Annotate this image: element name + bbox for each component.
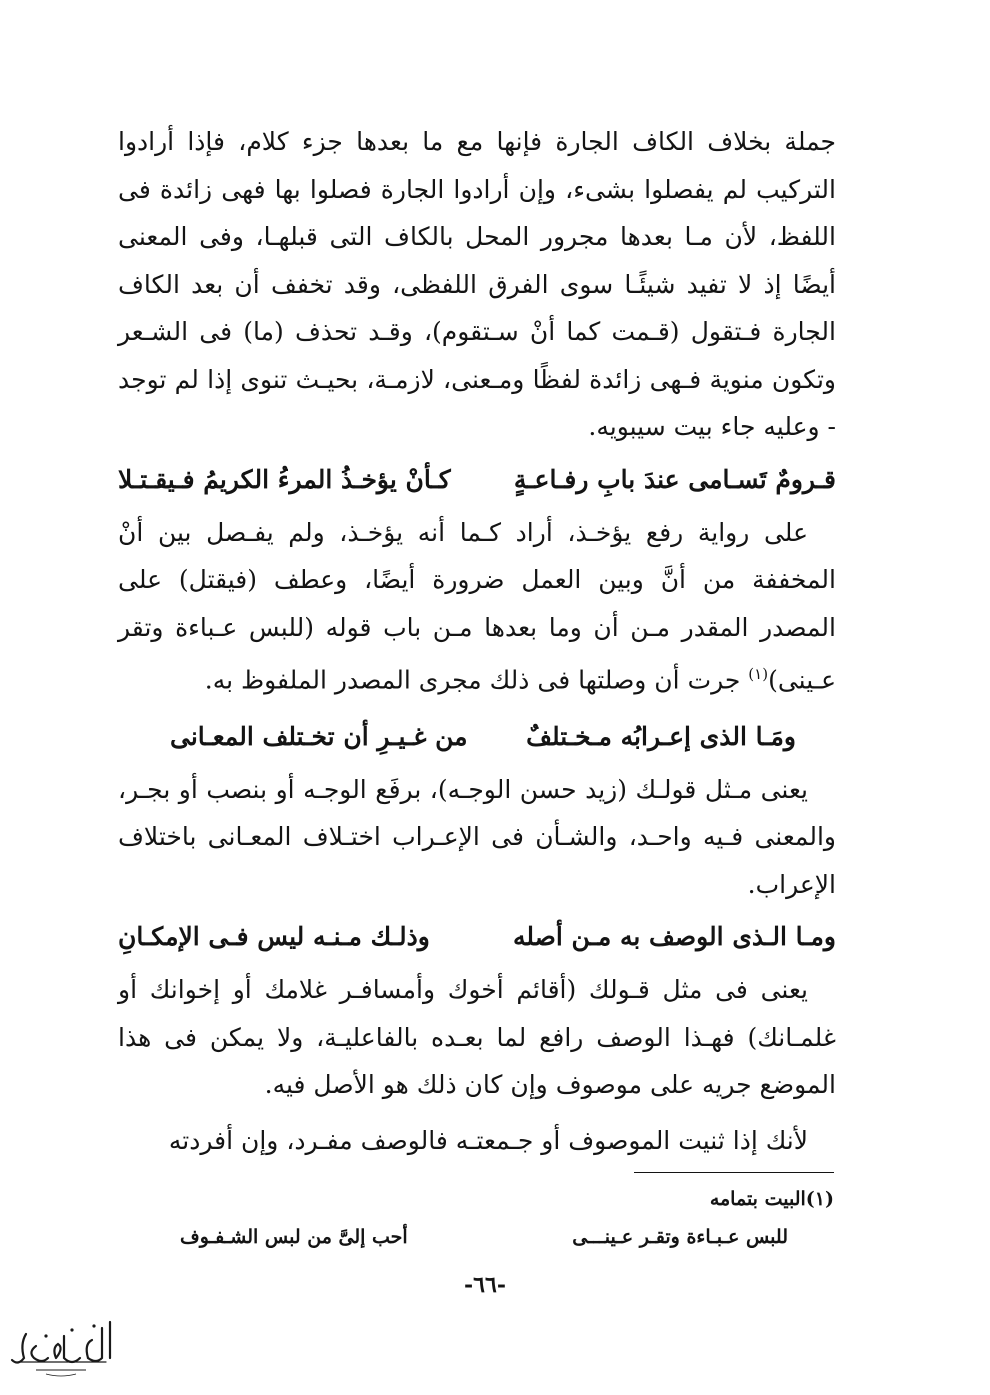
verse-line-2 (118, 712, 836, 762)
verse-3-right-hemistich: ومـا الـذى الوصف به مـن أصله (512, 922, 836, 952)
verse-2-left-hemistich: من غـيـرِ أن تخـتلف المعـانى (170, 721, 468, 751)
verse-2-right-hemistich: ومَـا الذى إعـرابُه مـخـتلفٌ (526, 721, 796, 751)
calligraphy-stamp-icon (6, 1314, 118, 1380)
verse-1-right-hemistich: قـرومٌ تَسـامى عندَ بابِ رفـاعـةٍ (513, 464, 836, 494)
verse-line-1 (118, 455, 836, 505)
footnote-heading: (١)البيت بتمامه (709, 1188, 834, 1210)
verse-line-3 (118, 912, 836, 962)
footnote-separator (634, 1172, 834, 1173)
library-stamp-logo (6, 1314, 118, 1380)
commentary-1-continuation: جرت أن وصلتها فى ذلك مجرى المصدر الملفوظ به. (204, 665, 749, 695)
paragraph-commentary-1 (118, 509, 836, 704)
footnote-marker[interactable]: (١) (748, 665, 769, 683)
main-text (118, 118, 836, 1164)
commentary-1-text: على رواية رفع يؤخـذ، أراد كـما أنه يؤخـذ، ولم يفـصل بين أنْ المخففة من أنَّ وبين العمل ضرورة أيضًا، وعطف (فيقتل) على المصدر المقدر مـن أن وما بعدها مـن باب قوله (للبس عـباءة وتقر عـينى) (118, 517, 836, 695)
footnote-verse (180, 1218, 834, 1256)
paragraph-commentary-4: لأنك إذا ثنيت الموصوف أو جـمعتـه فالوصف مفـرد، وإن أفردته (168, 1125, 808, 1155)
footnote-verse-right: للبس عـبـاءة وتقـر عـينـــى (572, 1226, 788, 1248)
page-number: -٦٦- (464, 1272, 506, 1298)
footnote (180, 1180, 834, 1256)
paragraph-commentary-3: يعنى فى مثل قـولك (أقائم أخوك وأمسافـر غلامك أو إخوانك أو غلمـانك) فهـذا الوصف رافع لما بعـده بالفاعليـة، ولا يمكن فى هذا الموضع جريه على موصوف وإن كان ذلك هو الأصل فيه. (118, 975, 836, 1100)
verse-3-left-hemistich: وذلـك مـنـه ليس فـى الإمكـانِ (118, 922, 430, 952)
verse-1-left-hemistich: كـأنْ يؤخـذُ المرءُ الكريمُ فـيقـتـلا (118, 464, 451, 494)
paragraph-commentary-2: يعنى مـثل قولـك (زيد حسن الوجـه)، برفَع الوجـه أو بنصب أو بجـر، والمعنى فـيه واحـد، والشـأن فى الإعـراب اختـلاف المعـانى باختلاف الإعراب. (118, 774, 836, 899)
paragraph-opening: جملة بخلاف الكاف الجارة فإنها مع ما بعدها جزء كلام، فإذا أرادوا التركيب لم يفصلوا بشىء، وإن أرادوا الجارة فصلوا بها فهى زائدة فى اللفظ، لأن مـا بعدها مجرور المحل بالكاف التى قبلهـا، وفى المعنى أيضًا إذ لا تفيد شيئًـا سوى الفرق اللفظى، وقد تخفف أن بعد الكاف الجارة فـتقول (قـمت كما أنْ سـتقوم)، وقـد تحذف (ما) فى الشـعر وتكون منوية فـهى زائدة لفظًا ومـعنى، لازمـة، بحيـث تنوى إذا لم توجد - وعليه جاء بيت سيبويه. (118, 127, 836, 441)
footnote-verse-left: أحب إلىَّ من لبس الشـفـوف (180, 1226, 408, 1248)
